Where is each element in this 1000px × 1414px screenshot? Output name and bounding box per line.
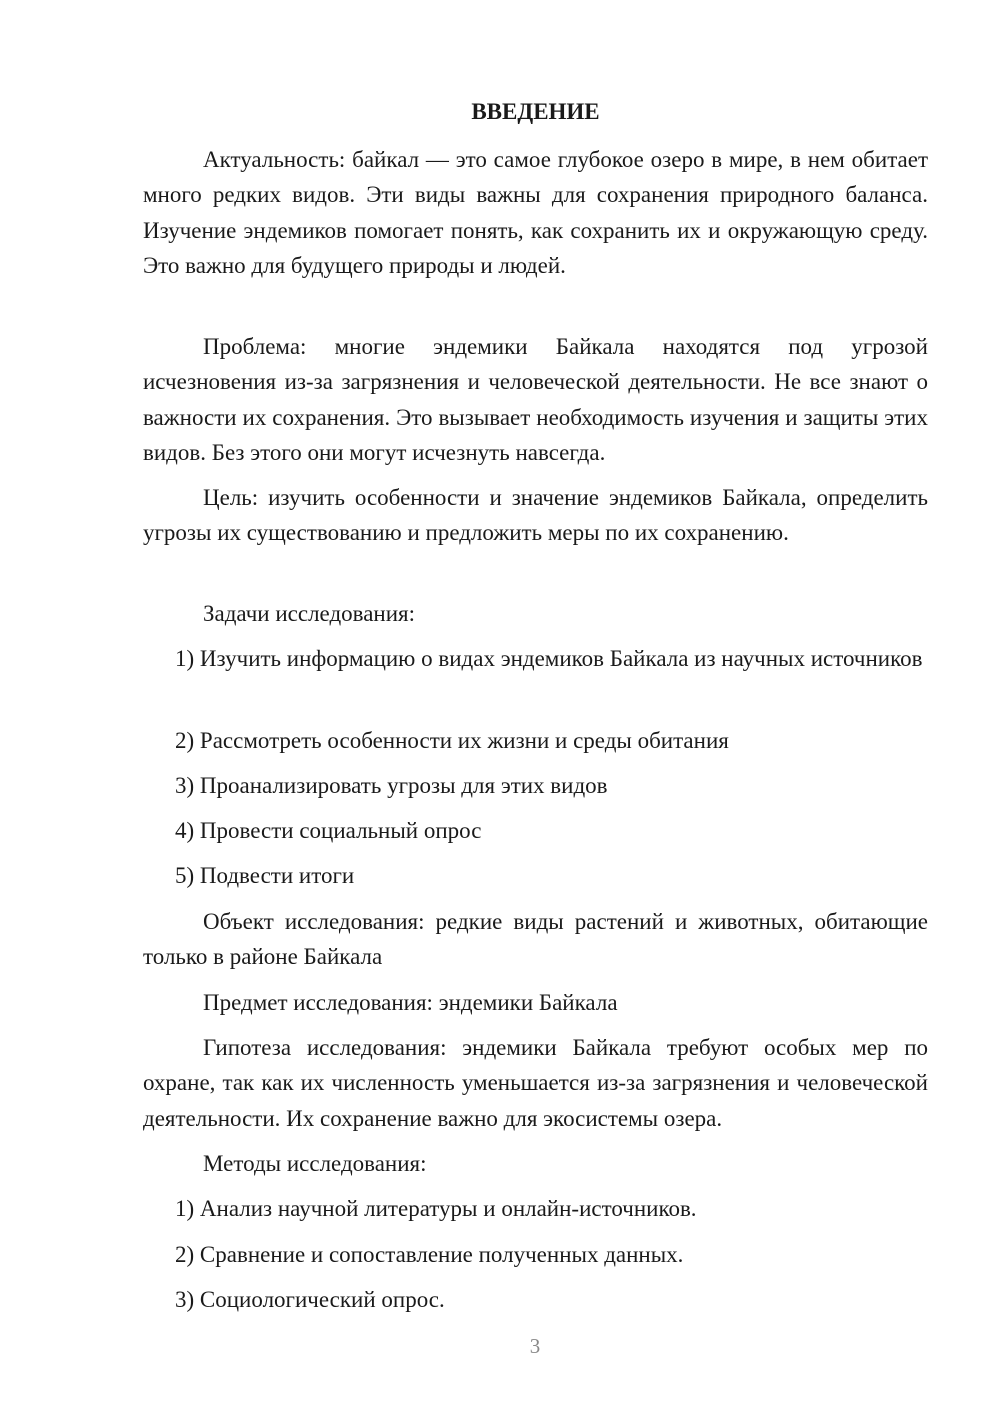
task-item-5: 5) Подвести итоги: [175, 863, 355, 888]
problem-paragraph: Проблема: многие эндемики Байкала находятся под угрозой исчезновения из-за загрязнения и человеческой деятельности. Не все знают о важности их сохранения. Это вызывает необходимость изучения и защиты этих видов. Без этого они могут исчезнуть навсегда.: [143, 334, 928, 465]
task-item-2: 2) Рассмотреть особенности их жизни и среды обитания: [175, 728, 729, 753]
relevance-paragraph: Актуальность: байкал — это самое глубокое озеро в мире, в нем обитает много редких видов. Эти виды важны для сохранения природного баланса. Изучение эндемиков помогает понять, как сохранить их и окружающую среду. Это важно для будущего природы и людей.: [143, 147, 928, 278]
hypothesis-paragraph: Гипотеза исследования: эндемики Байкала требуют особых мер по охране, так как их численность уменьшается из-за загрязнения и человеческой деятельности. Их сохранение важно для экосистемы озера.: [143, 1035, 928, 1131]
task-item-3: 3) Проанализировать угрозы для этих видов: [175, 773, 608, 798]
goal-paragraph: Цель: изучить особенности и значение эндемиков Байкала, определить угрозы их существованию и предложить меры по их сохранению.: [143, 485, 928, 546]
method-item-1: 1) Анализ научной литературы и онлайн-источников.: [175, 1196, 697, 1221]
task-item-4: 4) Провести социальный опрос: [175, 818, 482, 843]
subject-paragraph: Предмет исследования: эндемики Байкала: [203, 990, 618, 1015]
task-item-1: 1) Изучить информацию о видах эндемиков Байкала из научных источников: [175, 646, 923, 671]
object-paragraph: Объект исследования: редкие виды растений и животных, обитающие только в районе Байкала: [143, 909, 928, 970]
section-title: ВВЕДЕНИЕ: [471, 99, 600, 124]
page-number: 3: [529, 1334, 541, 1358]
method-item-3: 3) Социологический опрос.: [175, 1287, 445, 1312]
tasks-heading: Задачи исследования:: [203, 601, 416, 626]
methods-heading: Методы исследования:: [203, 1151, 427, 1176]
method-item-2: 2) Сравнение и сопоставление полученных данных.: [175, 1242, 684, 1267]
